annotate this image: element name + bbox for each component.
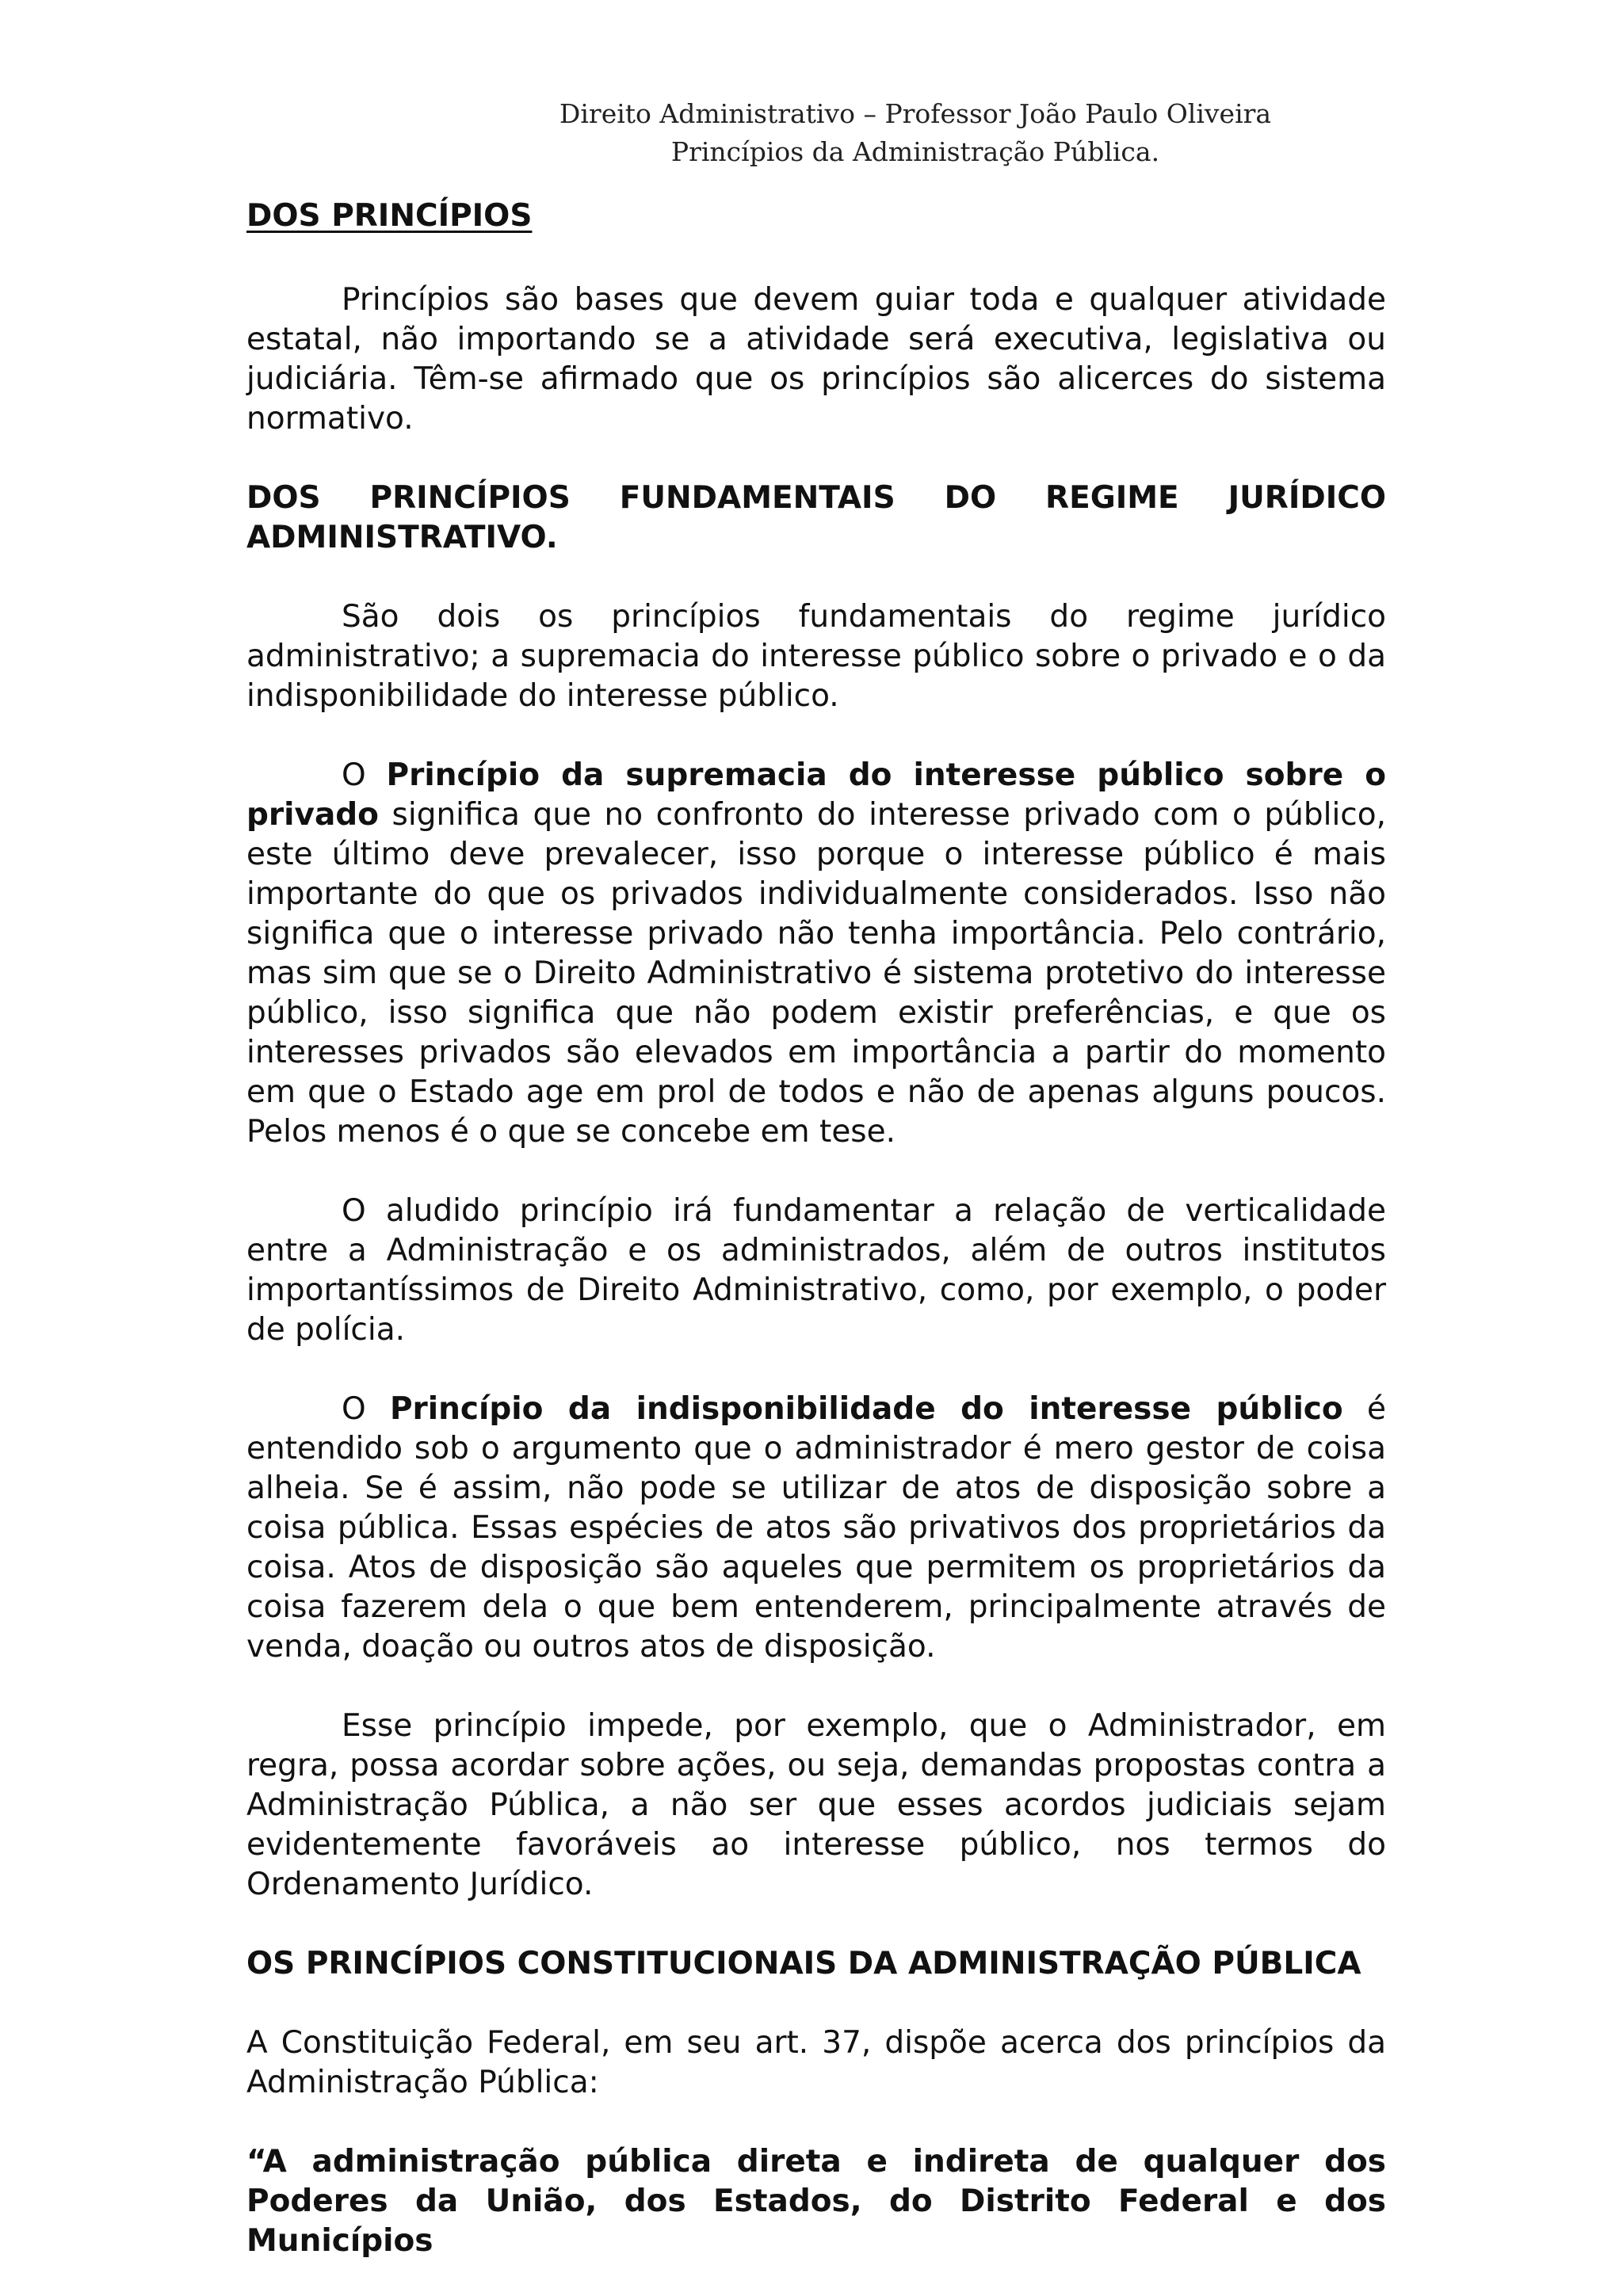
running-header (246, 95, 1585, 171)
term-supremacia: Princípio da supremacia do interesse público sobre o privado (246, 757, 1386, 833)
term-indisponibilidade: Princípio da indisponibilidade do interesse público (389, 1391, 1343, 1427)
paragraph-acordos: Esse princípio impede, por exemplo, que o Administrador, em regra, possa acordar sobre ações, ou seja, demandas propostas contra a Administração Pública, a não ser que esses acordos judiciais sejam evidentemente favoráveis ao interesse público, nos termos do Ordenamento Jurídico. (246, 1708, 1386, 1902)
paragraph-rest: é entendido sob o argumento que o administrador é mero gestor de coisa alheia. Se é assim, não pode se utilizar de atos de disposição sobre a coisa pública. Essas espécies de atos são privativos dos proprietários da coisa. Atos de disposição são aqueles que permitem os proprietários da coisa fazerem dela o que bem entenderem, principalmente através de venda, doação ou outros atos de disposição. (246, 1391, 1386, 1665)
section-title-text: DOS PRINCÍPIOS (246, 198, 533, 234)
paragraph-rest: significa que no confronto do interesse privado com o público, este último deve prevalecer, isso porque o interesse público é mais importante do que os privados individualmente considerados. Isso não significa que o interesse privado não tenha importância. Pelo contrário, mas sim que se o Direito Administrativo é sistema protetivo do interesse público, isso significa que não podem existir preferências, e que os interesses privados são elevados em importância a partir do momento em que o Estado age em prol de todos e não de apenas alguns poucos. Pelos menos é o que se concebe em tese. (246, 797, 1386, 1150)
paragraph-principios-definicao: Princípios são bases que devem guiar toda e qualquer atividade estatal, não importando se a atividade será executiva, legislativa ou judiciária. Têm-se afirmado que os princípios são alicerces do sistema normativo. (246, 282, 1386, 437)
section-title-dos-principios (246, 196, 1386, 236)
quote-art-37: “A administração pública direta e indireta de qualquer dos Poderes da União, dos Estados, do Distrito Federal e dos Municípios (246, 2144, 1386, 2259)
paragraph-supremacia (246, 756, 1386, 1152)
section-title-principios-constitucionais: OS PRINCÍPIOS CONSTITUCIONAIS DA ADMINISTRAÇÃO PÚBLICA (246, 1946, 1361, 1981)
header-line-topic: Princípios da Administração Pública. (670, 136, 1160, 167)
document-body (246, 196, 1386, 2261)
paragraph-indisponibilidade (246, 1390, 1386, 1667)
header-line-course: Direito Administrativo – Professor João Paulo Oliveira (559, 98, 1272, 129)
paragraph-constituicao: A Constituição Federal, em seu art. 37, dispõe acerca dos princípios da Administração Pública: (246, 2025, 1386, 2100)
section-title-principios-fundamentais: DOS PRINCÍPIOS FUNDAMENTAIS DO REGIME JURÍDICO ADMINISTRATIVO. (246, 480, 1386, 555)
paragraph-lead: O (342, 1391, 390, 1427)
paragraph-principios-fundamentais: São dois os princípios fundamentais do regime jurídico administrativo; a supremacia do interesse público sobre o privado e o da indisponibilidade do interesse público. (246, 599, 1386, 714)
paragraph-verticalidade: O aludido princípio irá fundamentar a relação de verticalidade entre a Administração e os administrados, além de outros institutos importantíssimos de Direito Administrativo, como, por exemplo, o poder de polícia. (246, 1193, 1386, 1348)
paragraph-lead: O (342, 757, 387, 793)
